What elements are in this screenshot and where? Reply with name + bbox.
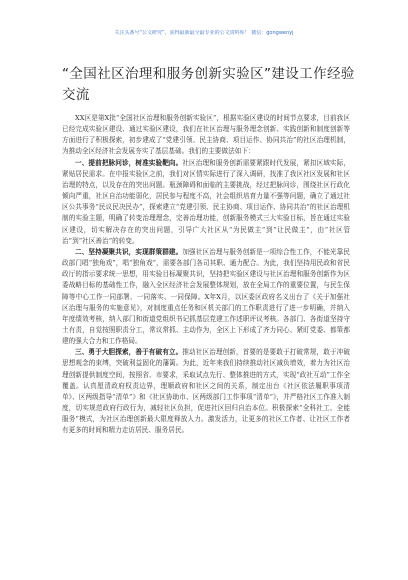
section-three-paragraph	[62, 347, 350, 436]
section-heading: 一、提前把脉问诊，树准实验靶向。	[75, 158, 183, 167]
section-one-paragraph	[62, 158, 350, 247]
document-title: “全国社区治理和服务创新实验区”建设工作经验交流	[62, 66, 355, 103]
paragraph-text: 推动社区治理创新，首要的是要敢于打破常规，敢于冲破思想观念的束缚，突破利益固化的藩篱。为此，近年来我们持续推动社区减负增效，着力为社区治理创新提供制度空间，按照省、市要求，采取试点先行、整体推进的方式，实现“政社互动”工作全覆盖。认真厘清政府权责边界，理顺政府和社区之间的关系，制定出台《社区依法履职事项清单》、区两级指导“清单”》和《社区协助市、区两级部门工作事项“清单”》，并严格社区工作准入制度，切实规范政府行政行为，减轻社区负担，促进社区回归自治本位。积极探索“全科社工、全能服务”模式，为社区治理创新最大限度释放人力。激发活力，让更多的社区工作者、让社区工作者有更多的时间和精力走访居民、服务居民。	[62, 348, 350, 435]
document-body	[62, 113, 350, 437]
section-heading: 二、坚持凝聚共识，实现群策群建。	[75, 247, 183, 256]
paragraph-text: 社区治理和服务创新需要紧跟时代发展，紧扣区域实际，紧贴居民需求。在申报实验区之前，我们对区情实际进行了深入调研，找准了我区社区发展和社区治理的特点，以及存在的突出问题。瓶颈障碍和面临的主要挑战，经过把脉问诊，围绕社区行政化倾向严重，社区自治功能弱化，居民参与程度不高，社会组织培育力量不强等问题，确立了通过社区公共事务“民议民决民办”，探索建立“党建引领、民主协商、项目运作、协同共治”的社区治理机制的实验主题，明确了转变治理理念，完善治理功能，创新服务模式三大实验目标，旨在通过实验区建设，切实解决存在的突出问题，引导广大社区从“为民做主”到“让民做主”，由“社区管治”到“社区善治”的转变。	[62, 158, 350, 245]
section-two-paragraph	[62, 247, 350, 347]
paragraph-text: XX区是第X批“全国社区治理和服务创新实验区”，根据实验区建设的时间节点要求，目前我区已经完成实验区建设、通过实验区建设，我们在社区治理与服务理念创新、实践创新和制度创新等方面进行了积极探索，初步建成了“党建引领、民主协商、项目运作、协同共治”的社区治理机制，为推动全区经济社会发展夯实了基层基础。我们的主要做法如下：	[62, 114, 350, 156]
paragraph-text: 加强社区治理与服务创新是一项综合性工作，不能光靠民政部门唱“独角戏”，唱“独角戏”，需要各部门各司其职、通力配合。为此，我们坚持用民政和省民政厅的指示要求统一思想，用实验目标凝聚共识，坚持把实验区建设与社区治理和服务创新作为区委战略目标的基础性工作，融入全区经济社会发展整体规划，放在全局工作的重要位置，与民生保障等中心工作一同部署、一同落实、一同保障。X年X月，以区委区政府名义出台了《关于加强社区治理与服务的实施意见》，对制度重点任务和区机关部门的工作职责进行了进一步明确，并纳入年度绩效考核，纳入部门和街道党组织书记抓基层党建工作述职评议考核。各部门、各街道坚持守土有责，自觉按照职责分工，常议常抓、主动作为，全区上下形成了齐力同心、紧盯党委、都策都建的强大合力和工作格局。	[62, 247, 350, 346]
section-heading: 三、勇于大胆探索，善于有破有立。	[75, 348, 183, 357]
promo-banner: 关注头条号“公文研究”，获得最新最全最专业的公文资料库！ 微信：gongwenyj	[114, 30, 294, 36]
intro-paragraph	[62, 113, 350, 158]
